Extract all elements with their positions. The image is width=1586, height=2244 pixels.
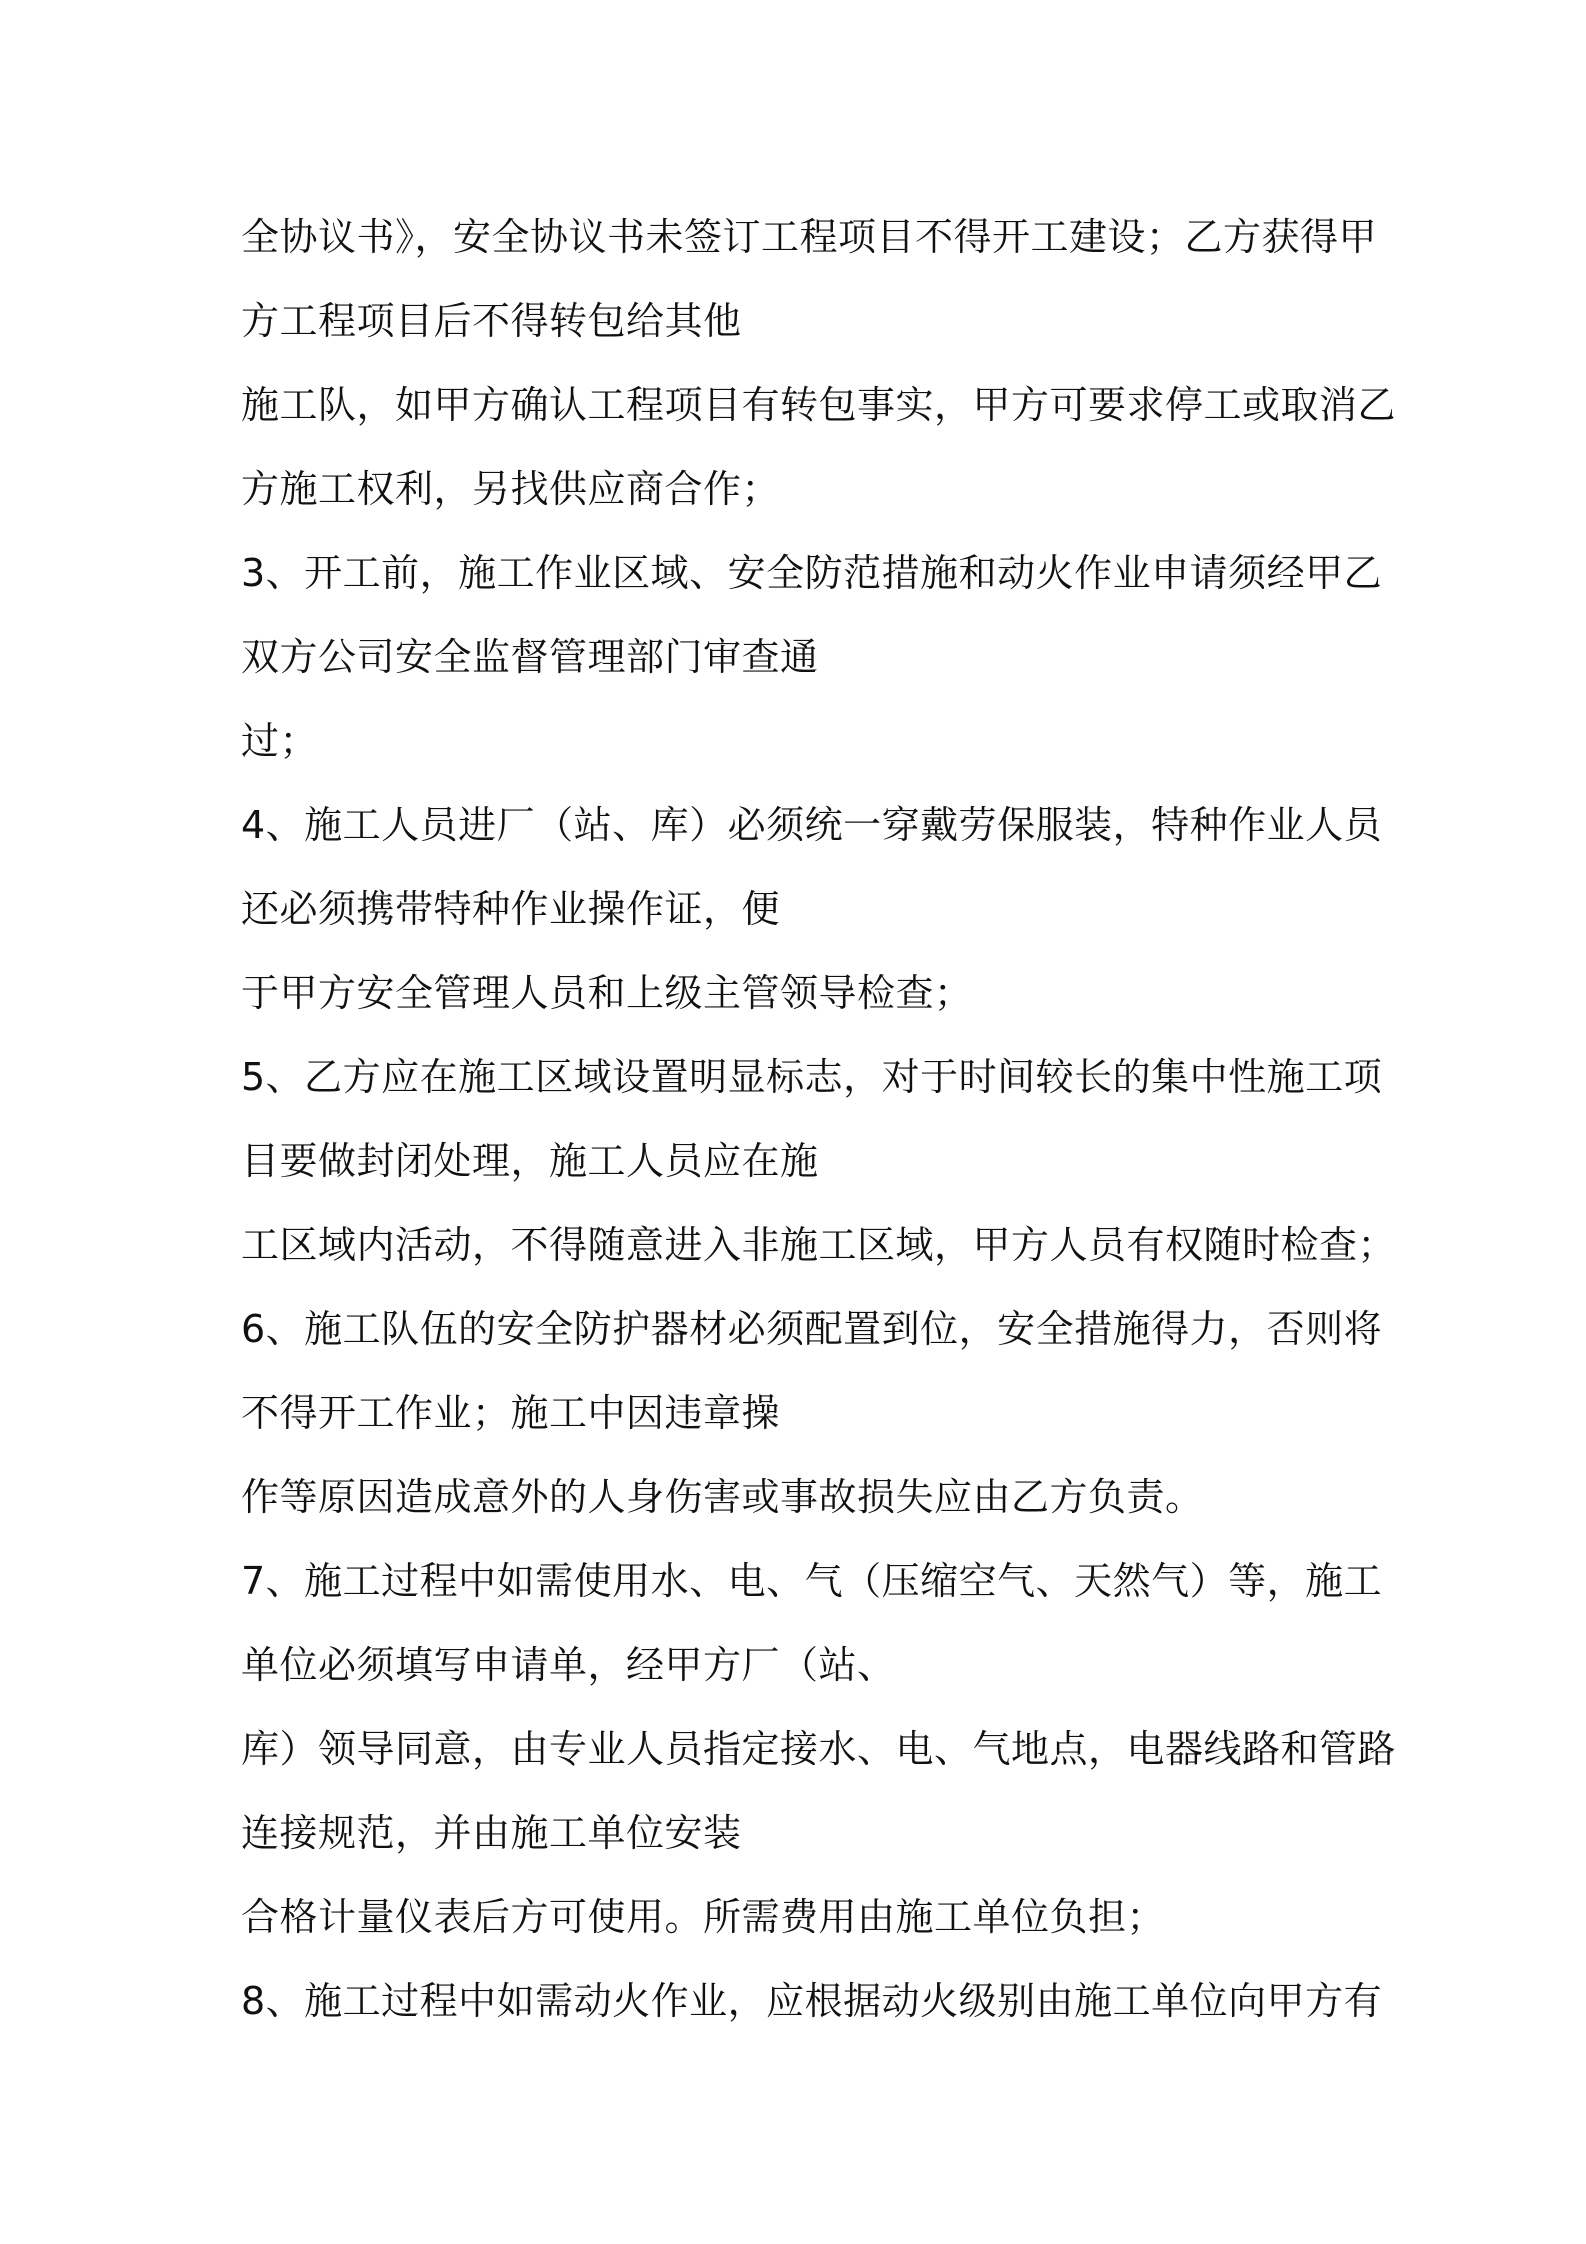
text-line: 全协议书》，安全协议书未签订工程项目不得开工建设；乙方获得甲 [241,215,1378,259]
text-line: 目要做封闭处理，施工人员应在施 [241,1139,819,1183]
text-line: 过； [241,719,319,763]
text-line: 工区域内活动，不得随意进入非施工区域，甲方人员有权随时检查； [241,1223,1397,1267]
text-line: 4、施工人员进厂（站、库）必须统一穿戴劳保服装，特种作业人员 [241,803,1383,847]
text-line: 3、开工前，施工作业区域、安全防范措施和动火作业申请须经甲乙 [241,551,1383,595]
document-body [241,195,1397,2043]
text-line: 作等原因造成意外的人身伤害或事故损失应由乙方负责。 [241,1475,1204,1519]
text-line: 方施工权利，另找供应商合作； [241,467,781,511]
text-line: 于甲方安全管理人员和上级主管领导检查； [241,971,973,1015]
text-line: 双方公司安全监督管理部门审查通 [241,635,819,679]
text-line: 连接规范，并由施工单位安装 [241,1811,742,1855]
text-line: 6、施工队伍的安全防护器材必须配置到位，安全措施得力，否则将 [241,1307,1383,1351]
text-line: 库）领导同意，由专业人员指定接水、电、气地点，电器线路和管路 [241,1727,1397,1771]
text-line: 还必须携带特种作业操作证，便 [241,887,781,931]
text-line: 5、乙方应在施工区域设置明显标志，对于时间较长的集中性施工项 [241,1055,1383,1099]
text-line: 合格计量仪表后方可使用。所需费用由施工单位负担； [241,1895,1166,1939]
text-line: 7、施工过程中如需使用水、电、气（压缩空气、天然气）等，施工 [241,1559,1383,1603]
text-line: 单位必须填写申请单，经甲方厂（站、 [241,1643,896,1687]
text-line: 方工程项目后不得转包给其他 [241,299,742,343]
text-line: 不得开工作业；施工中因违章操 [241,1391,781,1435]
text-line: 8、施工过程中如需动火作业，应根据动火级别由施工单位向甲方有 [241,1979,1383,2023]
text-line: 施工队，如甲方确认工程项目有转包事实，甲方可要求停工或取消乙 [241,383,1397,427]
